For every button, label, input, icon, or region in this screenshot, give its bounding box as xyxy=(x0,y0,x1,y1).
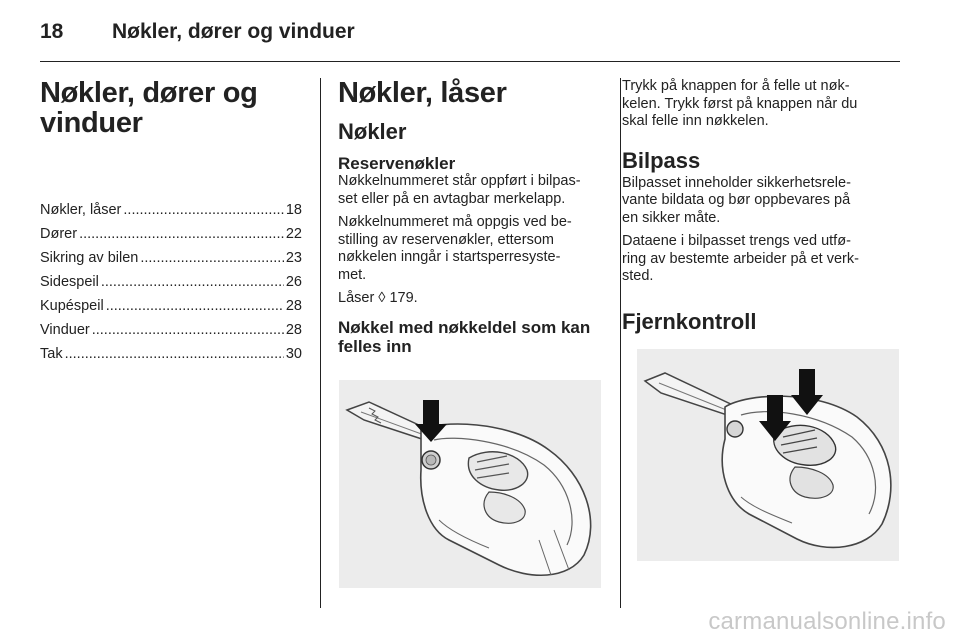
car-pass-paragraph-2: Dataene i bilpasset trengs ved utfø- ring av bestemte arbeider på et verk- sted. xyxy=(622,233,859,284)
toc-entry[interactable]: Vinduer ..... 28 xyxy=(40,318,302,342)
fold-key-illustration xyxy=(339,380,601,588)
content-column-middle xyxy=(338,78,604,356)
key-drawing xyxy=(339,380,601,588)
content-column-right xyxy=(622,78,904,336)
table-of-contents xyxy=(40,198,302,366)
fold-key-heading: Nøkkel med nøkkeldel som kan felles inn xyxy=(338,317,591,356)
column-divider xyxy=(320,78,321,608)
remote-drawing xyxy=(637,349,899,561)
toc-entry[interactable]: Tak ..... 30 xyxy=(40,342,302,366)
toc-column xyxy=(40,78,302,366)
spare-keys-paragraph: Nøkkelnummeret står oppført i bilpas- set eller på en avtagbar merkelapp. xyxy=(338,173,581,207)
section-heading: Nøkler, låser xyxy=(338,77,507,109)
header-rule xyxy=(40,61,900,62)
spare-keys-paragraph-2: Nøkkelnummeret må oppgis ved be- stilling av reservenøkler, ettersom nøkkelen inngår i startsperresyste- met. xyxy=(338,214,572,283)
car-pass-heading: Bilpass xyxy=(622,147,701,173)
toc-entry[interactable]: Dører ..... 22 xyxy=(40,222,302,246)
column-divider xyxy=(620,78,621,608)
watermark: carmanualsonline.info xyxy=(708,608,946,635)
page-number: 18 xyxy=(40,20,64,43)
page-header xyxy=(40,20,920,60)
chapter-title: Nøkler, dører og vinduer xyxy=(40,77,258,139)
toc-entry[interactable]: Sikring av bilen ..... 23 xyxy=(40,246,302,270)
remote-heading: Fjernkontroll xyxy=(622,308,757,334)
running-title: Nøkler, dører og vinduer xyxy=(112,20,355,43)
toc-entry[interactable]: Sidespeil ..... 26 xyxy=(40,270,302,294)
cross-reference-link[interactable]: Låser ◊ 179. xyxy=(338,290,418,306)
fold-key-paragraph: Trykk på knappen for å felle ut nøk- kelen. Trykk først på knappen når du skal felle inn nøkkelen. xyxy=(622,78,858,129)
toc-entry[interactable]: Kupéspeil ..... 28 xyxy=(40,294,302,318)
remote-control-illustration xyxy=(637,349,899,561)
car-pass-paragraph: Bilpasset inneholder sikkerhetsrele- vante bildata og bør oppbevares på en sikker måte. xyxy=(622,174,851,226)
spare-keys-heading: Reservenøkler xyxy=(338,154,456,173)
toc-entry[interactable]: Nøkler, låser ..... 18 xyxy=(40,198,302,222)
subsection-heading: Nøkler xyxy=(338,119,407,144)
